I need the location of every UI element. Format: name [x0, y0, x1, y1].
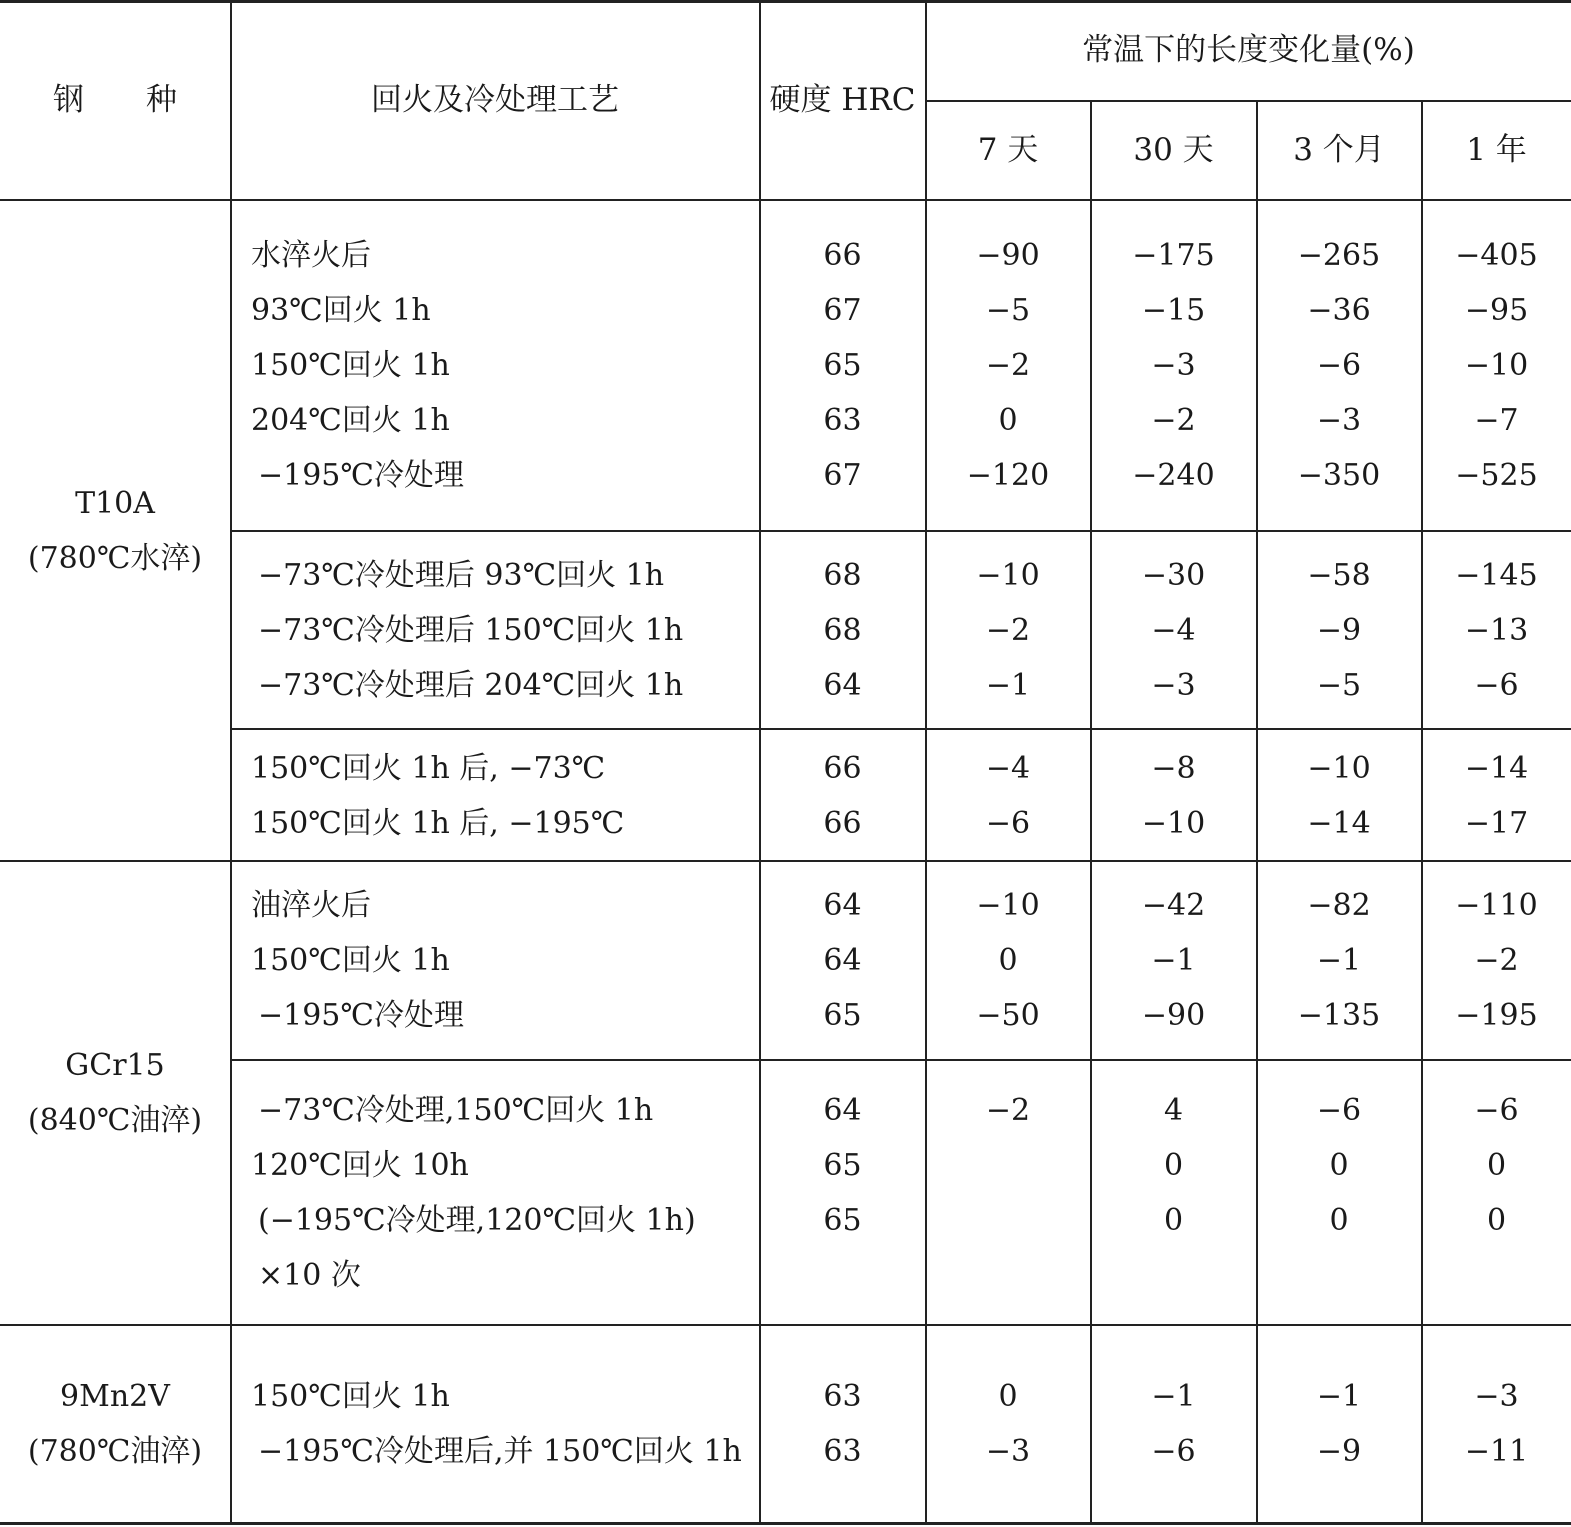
steel-quench: (780℃水淬) [27, 541, 203, 576]
length-change-cell: −58 [1307, 558, 1371, 593]
length-change-cell: −10 [1141, 806, 1206, 841]
process-cell: 150℃回火 1h 后, −73℃ [251, 751, 606, 786]
length-change-cell: −195 [1455, 998, 1538, 1033]
header-process: 回火及冷处理工艺 [371, 82, 619, 118]
length-change-cell: −30 [1141, 558, 1206, 593]
length-change-cell: −6 [1474, 668, 1519, 703]
process-cell: 150℃回火 1h [251, 348, 450, 383]
hardness-cell: 64 [823, 668, 862, 703]
hardness-cell: 66 [823, 806, 862, 841]
process-cell: −195℃冷处理 [258, 458, 464, 493]
length-change-cell: −9 [1316, 1434, 1362, 1469]
hardness-cell: 65 [823, 998, 862, 1033]
length-change-cell: −9 [1316, 613, 1362, 648]
header-period-1y: 1 年 [1466, 132, 1527, 168]
hardness-cell: 66 [823, 751, 862, 786]
hardness-cell: 63 [823, 403, 862, 438]
length-change-cell: 0 [1486, 1148, 1507, 1183]
steel-name: T10A [75, 486, 155, 521]
header-period-3m: 3 个月 [1293, 132, 1385, 168]
process-cell: −73℃冷处理后 204℃回火 1h [258, 668, 684, 703]
block-rule [231, 728, 1571, 730]
process-cell: −195℃冷处理后,并 150℃回火 1h [258, 1434, 742, 1469]
process-cell: 120℃回火 10h [251, 1148, 469, 1183]
process-cell: 150℃回火 1h [251, 1379, 450, 1414]
header-sub-rule [926, 100, 1571, 102]
length-change-cell: −2 [1474, 943, 1519, 978]
length-change-cell: −95 [1464, 293, 1529, 328]
length-change-cell: 0 [1486, 1203, 1507, 1238]
length-change-cell: −6 [985, 806, 1031, 841]
hardness-cell: 66 [823, 238, 862, 273]
length-change-cell: −8 [1151, 751, 1196, 786]
block-rule [231, 530, 1571, 532]
process-cell: (−195℃冷处理,120℃回火 1h) [258, 1203, 696, 1238]
length-change-cell: −350 [1297, 458, 1381, 493]
process-cell: 204℃回火 1h [251, 403, 450, 438]
column-rule [230, 0, 232, 1525]
length-change-cell: −3 [1316, 403, 1362, 438]
length-change-cell: −1 [1151, 1379, 1196, 1414]
header-steel: 钢 种 [53, 82, 177, 118]
hardness-cell: 63 [823, 1434, 862, 1469]
hardness-cell: 67 [823, 293, 862, 328]
length-change-cell: −240 [1132, 458, 1215, 493]
length-change-cell: 0 [1163, 1203, 1184, 1238]
length-change-cell: −3 [985, 1434, 1031, 1469]
length-change-cell: 4 [1163, 1093, 1184, 1128]
table-top-rule [0, 0, 1571, 3]
length-change-cell: −3 [1151, 668, 1196, 703]
process-cell: −195℃冷处理 [258, 998, 464, 1033]
process-cell: 150℃回火 1h [251, 943, 450, 978]
hardness-cell: 64 [823, 888, 862, 923]
header-period-30d: 30 天 [1133, 132, 1214, 168]
length-change-cell: −7 [1474, 403, 1519, 438]
length-change-cell: −10 [1307, 751, 1371, 786]
length-change-cell: −2 [1151, 403, 1196, 438]
length-change-cell: −110 [1455, 888, 1538, 923]
header-period-7d: 7 天 [977, 132, 1039, 168]
length-change-cell: −14 [1464, 751, 1529, 786]
hardness-cell: 68 [823, 613, 862, 648]
length-change-cell: −3 [1151, 348, 1196, 383]
header-hardness: 硬度 HRC [769, 82, 916, 118]
length-change-cell: −2 [985, 1093, 1031, 1128]
header-length-change: 常温下的长度变化量(%) [1082, 32, 1415, 68]
length-change-cell: −2 [985, 613, 1031, 648]
length-change-cell: −17 [1464, 806, 1529, 841]
length-change-cell: 0 [1329, 1148, 1349, 1183]
length-change-cell: −10 [976, 558, 1040, 593]
length-change-cell: 0 [998, 403, 1018, 438]
length-change-cell: −5 [985, 293, 1031, 328]
length-change-cell: −6 [1316, 1093, 1362, 1128]
process-cell: 水淬火后 [251, 238, 371, 273]
hardness-cell: 63 [823, 1379, 862, 1414]
steel-name: GCr15 [65, 1048, 165, 1083]
length-change-cell: 0 [1329, 1203, 1349, 1238]
length-change-cell: −14 [1307, 806, 1371, 841]
length-change-cell: −1 [1316, 1379, 1362, 1414]
process-cell: −73℃冷处理后 93℃回火 1h [258, 558, 665, 593]
length-change-cell: −6 [1316, 348, 1362, 383]
length-change-cell: −36 [1307, 293, 1371, 328]
length-change-cell: 0 [1163, 1148, 1184, 1183]
hardness-cell: 68 [823, 558, 862, 593]
hardness-cell: 65 [823, 348, 862, 383]
length-change-cell: −1 [1151, 943, 1196, 978]
length-change-cell: −5 [1316, 668, 1362, 703]
hardness-cell: 64 [823, 1093, 862, 1128]
process-cell: 93℃回火 1h [251, 293, 431, 328]
header-bottom-rule [0, 199, 1571, 201]
process-cell: ×10 次 [258, 1258, 361, 1293]
steel-quench: (840℃油淬) [27, 1103, 203, 1138]
length-change-cell: −2 [985, 348, 1031, 383]
length-change-cell: −13 [1464, 613, 1529, 648]
length-change-cell: −3 [1474, 1379, 1519, 1414]
process-cell: −73℃冷处理,150℃回火 1h [258, 1093, 654, 1128]
length-change-cell: −6 [1151, 1434, 1196, 1469]
process-cell: 150℃回火 1h 后, −195℃ [251, 806, 625, 841]
length-change-cell: −405 [1455, 238, 1538, 273]
length-change-cell: −10 [1464, 348, 1529, 383]
length-change-cell: −120 [966, 458, 1050, 493]
process-cell: −73℃冷处理后 150℃回火 1h [258, 613, 684, 648]
length-change-cell: −10 [976, 888, 1040, 923]
length-change-cell: 0 [998, 943, 1018, 978]
length-change-cell: 0 [998, 1379, 1018, 1414]
hardness-cell: 64 [823, 943, 862, 978]
length-change-cell: −135 [1297, 998, 1381, 1033]
process-cell: 油淬火后 [251, 888, 371, 923]
steel-name: 9Mn2V [60, 1379, 170, 1414]
group-rule [0, 1324, 1571, 1326]
steel-quench: (780℃油淬) [27, 1434, 203, 1469]
length-change-cell: −90 [976, 238, 1040, 273]
length-change-cell: −11 [1464, 1434, 1529, 1469]
length-change-cell: −4 [985, 751, 1031, 786]
length-change-cell: −4 [1151, 613, 1196, 648]
length-change-cell: −525 [1455, 458, 1538, 493]
group-rule [0, 860, 1571, 862]
length-change-cell: −1 [985, 668, 1031, 703]
length-change-cell: −15 [1141, 293, 1206, 328]
length-change-cell: −145 [1455, 558, 1538, 593]
length-change-cell: −1 [1316, 943, 1362, 978]
length-change-cell: −50 [976, 998, 1040, 1033]
length-change-cell: −265 [1297, 238, 1381, 273]
hardness-cell: 67 [823, 458, 862, 493]
table-bottom-rule [0, 1522, 1571, 1525]
hardness-cell: 65 [823, 1148, 862, 1183]
block-rule [231, 1059, 1571, 1061]
length-change-cell: −42 [1141, 888, 1206, 923]
length-change-cell: −6 [1474, 1093, 1519, 1128]
length-change-cell: −90 [1141, 998, 1206, 1033]
hardness-cell: 65 [823, 1203, 862, 1238]
length-change-cell: −82 [1307, 888, 1371, 923]
length-change-cell: −175 [1132, 238, 1215, 273]
